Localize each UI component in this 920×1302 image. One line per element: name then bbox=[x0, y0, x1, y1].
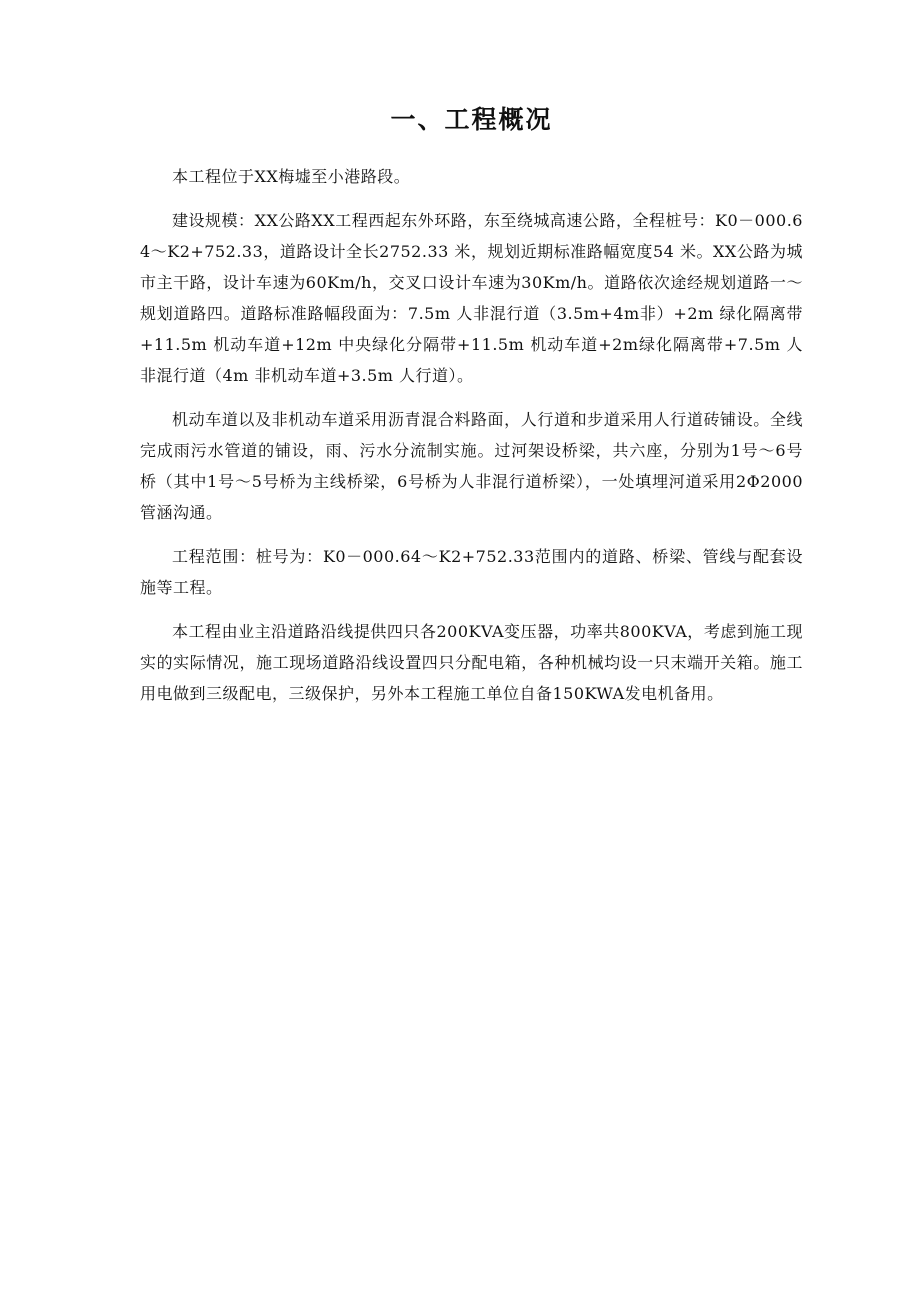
paragraph-location: 本工程位于XX梅墟至小港路段。 bbox=[172, 167, 411, 186]
paragraph-power-supply: 本工程由业主沿道路沿线提供四只各200KVA变压器，功率共800KVA，考虑到施工现实的实际情况，施工现场道路沿线设置四只分配电箱，各种机械均设一只末端开关箱。施工用电做到三级配电，三级保护，另外本工程施工单位自备150KWA发电机备用。 bbox=[140, 622, 803, 703]
section-title: 一、工程概况 bbox=[390, 105, 553, 134]
paragraph-construction-scale: 建设规模：XX公路XX工程西起东外环路，东至绕城高速公路，全程桩号：K0－000.64～K2+752.33，道路设计全长2752.33 米，规划近期标准路幅宽度54 米。XX公路为城市主干路，设计车速为60Km/h，交叉口设计车速为30Km/h。道路依次途经规划道路一～规划道路四。道路标准路幅段面为：7.5m 人非混行道（3.5m+4m非）+2m 绿化隔离带+11.5m 机动车道+12m 中央绿化分隔带+11.5m 机动车道+2m绿化隔离带+7.5m 人非混行道（4m 非机动车道+3.5m 人行道）。 bbox=[140, 211, 803, 385]
paragraph-project-scope: 工程范围：桩号为：K0－000.64～K2+752.33范围内的道路、桥梁、管线与配套设施等工程。 bbox=[140, 547, 803, 597]
paragraph-pavement-and-bridges: 机动车道以及非机动车道采用沥青混合料路面，人行道和步道采用人行道砖铺设。全线完成雨污水管道的铺设，雨、污水分流制实施。过河架设桥梁，共六座，分别为1号～6号桥（其中1号～5号桥为主线桥梁，6号桥为人非混行道桥梁），一处填埋河道采用2Φ2000 管涵沟通。 bbox=[140, 410, 803, 522]
document-body bbox=[140, 100, 803, 722]
